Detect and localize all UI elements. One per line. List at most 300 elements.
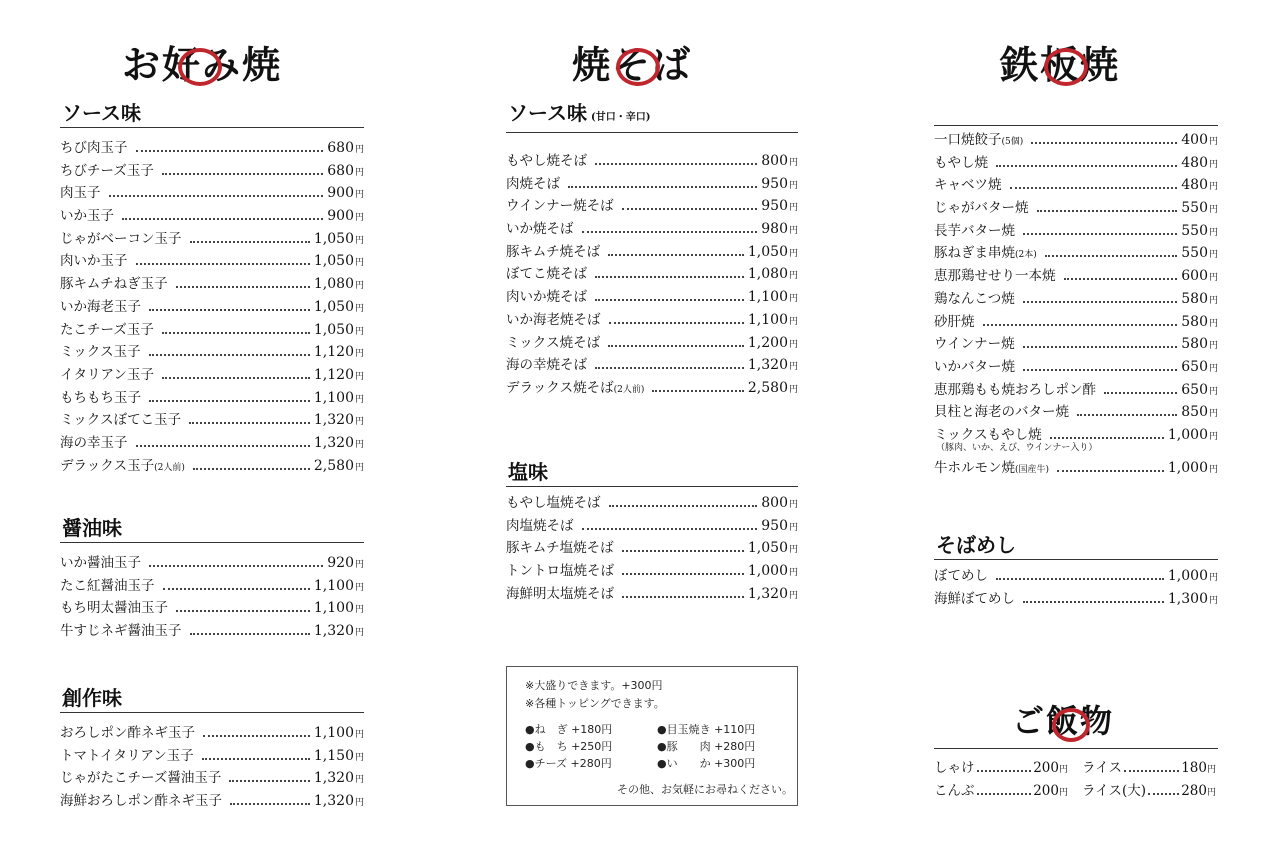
item-name [506,285,587,305]
item-name-text: 豚キムチ焼そば [506,243,601,260]
item-name-text: ウインナー焼そば [506,198,614,215]
yen-mark: 円 [354,439,364,450]
yen-mark: 円 [788,522,798,533]
menu-item [506,285,798,308]
yen-mark: 円 [354,167,364,178]
item-name-text: いか焼そば [506,221,574,238]
item-name-text: 肉玉子 [60,185,101,202]
item-name-text: もやし焼そば [506,153,587,169]
dot-leader [149,565,323,567]
item-name-text: ミックスぼてこ玉子 [60,412,182,429]
yen-mark: 円 [1208,386,1218,397]
dot-leader [203,735,310,737]
section-divider [934,125,1218,126]
item-name [60,204,114,224]
item-name-text: トマトイタリアン玉子 [60,747,194,764]
menu-item [60,363,364,386]
dot-leader [162,332,310,334]
price-value: 1,320 [313,434,354,451]
item-price [314,793,364,809]
topping-mochi: ●も ち +250円 [525,740,613,753]
okonomiyaki-creative-section [60,686,364,812]
menu-item [60,766,364,789]
menu-item [506,353,798,376]
item-name-text: ミックス玉子 [60,344,141,361]
yen-mark: 円 [1208,227,1218,238]
item-name-text: もち明太醤油玉子 [60,600,168,617]
yen-mark: 円 [1208,159,1218,170]
item-price [314,725,364,741]
yen-mark: 円 [788,271,798,282]
item-name-text: 牛すじネギ醤油玉子 [60,623,182,640]
dot-leader [977,770,1032,772]
item-price [327,163,364,179]
menu-item [60,386,364,409]
item-name-text: いか海老焼そば [506,311,601,328]
yen-mark: 円 [788,203,798,214]
price-value: 1,000 [1167,426,1208,443]
item-name [506,308,601,328]
section-title: ソース味 [62,101,141,125]
price-value: 950 [761,175,788,192]
item-name [506,240,600,260]
item-name-text: たこチーズ玉子 [60,321,154,338]
menu-item [60,204,364,227]
rice-konbu [934,779,1068,799]
price-value: 550 [1181,245,1208,262]
item-name [60,408,181,428]
item-name [60,136,128,156]
item-price [327,555,364,571]
yen-mark: 円 [354,349,364,360]
section-divider [60,542,364,543]
item-price [1181,336,1218,352]
item-price [761,176,798,192]
menu-list [506,491,798,604]
menu-item [506,240,798,263]
topping-info-box [506,666,798,806]
teppanyaki-logo [1000,34,1120,89]
price-value: 2,580 [313,457,354,474]
item-name [60,318,154,338]
item-price [1168,427,1218,443]
price-value: 900 [327,185,354,202]
menu-item [934,241,1218,264]
rice-large [1082,779,1216,799]
menu-item [934,219,1218,242]
dot-leader [1077,414,1177,416]
price-value: 980 [761,221,788,238]
price-value: 580 [1181,313,1208,330]
item-price [314,600,364,616]
price-value: 1,000 [1167,568,1208,584]
item-name-text: もやし塩焼そば [506,495,601,511]
menu-item [934,423,1218,446]
okonomiyaki-sauce-section [60,101,364,476]
yen-mark: 円 [354,371,364,382]
menu-item [60,551,364,574]
item-price [1168,591,1218,607]
dot-leader [1050,437,1164,439]
menu-item [506,217,798,240]
yen-mark: 円 [354,752,364,763]
dot-leader [609,505,758,507]
item-price [748,266,798,282]
item-price: 200 [1033,760,1059,776]
item-name [506,491,601,511]
item-name [506,149,587,169]
item-name-text: もやし焼 [934,154,988,171]
item-name-text: 砂肝焼 [934,313,975,330]
item-name [506,559,614,579]
menu-item [506,331,798,354]
menu-list [60,136,364,476]
price-value: 1,120 [313,344,354,361]
dot-leader [996,165,1177,167]
dot-leader [1057,470,1164,472]
price-value: 480 [1181,154,1208,171]
dot-leader [595,299,744,301]
item-price: 180 [1181,760,1207,776]
item-price [748,540,798,556]
item-price [748,380,798,396]
item-name [60,272,168,292]
yen-mark: 円 [1208,250,1218,261]
dot-leader [190,241,310,243]
item-name [506,582,614,602]
dot-leader [1124,770,1179,772]
menu-item [60,721,364,744]
item-price [761,198,798,214]
price-value: 580 [1181,290,1208,307]
menu-item [506,559,798,582]
item-price [761,495,798,511]
yen-mark: 円 [354,394,364,405]
item-name [60,551,141,571]
yen-mark: 円 [354,417,364,428]
item-note: (2人前) [154,462,185,473]
yen-mark: 円 [1058,788,1068,798]
item-name [934,173,1002,193]
yen-mark: 円 [788,362,798,373]
logo-red-ring-icon [1052,708,1090,742]
item-name [60,159,154,179]
price-value: 2,580 [747,379,788,396]
dot-leader [608,254,744,256]
dot-leader [608,345,744,347]
menu-list [934,564,1218,609]
teppanyaki-section [934,101,1218,478]
item-name [60,766,221,786]
yen-mark: 円 [354,605,364,616]
item-price [1168,460,1218,476]
price-value: 600 [1181,268,1208,285]
menu-item [506,149,798,172]
item-price [748,586,798,602]
item-name-text: ミックスもやし焼 [934,426,1042,443]
topping-medamayaki: ●目玉焼き +110円 [657,723,756,736]
yen-mark: 円 [1208,273,1218,284]
menu-item [60,619,364,642]
item-name [60,340,141,360]
item-name [934,196,1029,216]
menu-item [60,340,364,363]
item-price [314,367,364,383]
inquiry-note: その他、お気軽にお尋ねください。 [617,783,793,796]
section-divider [506,486,798,487]
price-value: 1,080 [313,276,354,293]
menu-item [60,596,364,619]
yen-mark: 円 [788,248,798,259]
item-price [1181,291,1218,307]
yen-mark: 円 [788,339,798,350]
dot-leader [595,163,757,165]
price-value: 1,320 [313,412,354,429]
rice-small [1082,756,1216,776]
yen-mark: 円 [788,294,798,305]
menu-item [60,454,364,477]
item-name-text: いか玉子 [60,208,114,225]
topping-pork: ●豚 肉 +280円 [657,740,756,753]
dot-leader [582,231,758,233]
yen-mark: 円 [354,798,364,809]
menu-item [60,159,364,182]
item-price [1181,359,1218,375]
item-price [327,208,364,224]
item-name [60,295,141,315]
dot-leader [162,377,310,379]
dot-leader [122,218,323,220]
okonomiyaki-logo [122,34,282,89]
yen-mark: 円 [1208,295,1218,306]
menu-item [506,262,798,285]
menu-item [60,181,364,204]
item-name [60,789,222,809]
dot-leader [595,367,744,369]
dot-leader [1023,233,1177,235]
item-name [60,721,195,741]
price-value: 1,320 [313,793,354,810]
item-name-text: 豚キムチねぎ玉子 [60,276,168,293]
item-name [60,744,194,764]
price-value: 1,000 [1167,459,1208,476]
menu-item [60,295,364,318]
yen-mark: 円 [788,545,798,556]
yen-mark: 円 [354,258,364,269]
item-price: 200 [1033,783,1059,799]
dot-leader [149,400,310,402]
item-name [934,264,1056,284]
item-name [934,310,975,330]
item-price [327,140,364,156]
price-value: 1,100 [313,577,354,594]
section-title: 醤油味 [62,516,122,540]
price-value: 1,050 [313,298,354,315]
dot-leader [136,150,324,152]
item-name [60,619,182,639]
item-price [761,518,798,534]
menu-item [506,582,798,605]
item-name [506,376,644,396]
item-price [1181,245,1218,261]
yen-mark: 円 [1208,182,1218,193]
dot-leader [163,588,310,590]
item-price [1181,268,1218,284]
item-price [314,231,364,247]
dot-leader [229,780,310,782]
menu-item [934,564,1218,587]
sobameshi-section [934,533,1218,609]
price-value: 1,150 [313,747,354,764]
item-name-text: 豚キムチ塩焼そば [506,540,614,557]
item-name-text: ミックス焼そば [506,334,601,351]
menu-item [934,587,1218,610]
menu-item [506,514,798,537]
price-value: 800 [761,495,788,511]
dot-leader [149,309,310,311]
yen-mark: 円 [788,316,798,327]
item-name-text: デラックス玉子 [60,457,155,474]
item-name [60,431,128,451]
item-price [314,299,364,315]
price-value: 1,320 [747,357,788,374]
section-divider [60,712,364,713]
logo-red-ring-icon [1044,48,1088,86]
menu-item [506,172,798,195]
dot-leader [609,322,744,324]
item-name [506,331,600,351]
menu-list [506,149,798,399]
item-name-text: 肉いか玉子 [60,253,128,270]
menu-item [506,194,798,217]
dot-leader [136,263,310,265]
item-name [934,219,1015,239]
price-value: 1,100 [313,725,354,741]
dot-leader [189,422,310,424]
item-name-text: ぼてめし [934,568,988,584]
yen-mark: 円 [1208,341,1218,352]
item-name [506,172,560,192]
yen-mark: 円 [354,303,364,314]
item-name: こんぶ [934,783,975,799]
dot-leader [162,173,323,175]
okonomiyaki-logo-text: お好み焼 [122,42,283,87]
price-value: 1,100 [747,289,788,306]
item-name [934,378,1096,398]
menu-item [60,408,364,431]
yen-mark: 円 [788,384,798,395]
item-name [60,181,101,201]
yen-mark: 円 [354,462,364,473]
item-name [934,355,1015,375]
yen-mark: 円 [1208,205,1218,216]
item-name [60,363,154,383]
item-price [1168,568,1218,584]
menu-item [934,400,1218,423]
item-name-text: おろしポン酢ネギ玉子 [60,725,195,741]
item-price [1181,314,1218,330]
yen-mark: 円 [354,235,364,246]
rice-logo-text: ご飯物 [1012,702,1115,740]
dot-leader [230,803,310,805]
item-name [60,596,168,616]
item-name-text: 牛ホルモン焼 [934,459,1015,476]
price-value: 950 [761,517,788,534]
item-name [506,262,587,282]
item-name [934,287,1015,307]
dot-leader [149,354,310,356]
dot-leader [996,578,1164,580]
item-name-text: 一口焼餃子 [934,132,1002,148]
item-name [934,241,1037,261]
menu-item [506,536,798,559]
item-price [748,335,798,351]
topping-cheese: ●チーズ +280円 [525,757,612,770]
item-price [748,563,798,579]
dot-leader [595,276,744,278]
item-price: 280 [1181,783,1207,799]
price-value: 400 [1181,132,1208,148]
item-name-text: トントロ塩焼そば [506,563,614,580]
menu-item [934,196,1218,219]
item-name [934,564,988,584]
dot-leader [622,573,744,575]
item-name [60,574,155,594]
item-note: (2人前) [613,384,645,395]
section-title: 塩味 [508,460,548,484]
price-value: 1,000 [747,563,788,580]
menu-item [506,376,798,399]
item-name-text: 海の幸焼そば [506,357,587,374]
item-name-text: ちび肉玉子 [60,140,128,156]
dot-leader [983,324,1178,326]
item-name: ライス(大) [1082,783,1146,799]
price-value: 1,050 [313,321,354,338]
section-divider [934,559,1218,560]
item-name-text: 海の幸玉子 [60,434,128,451]
price-value: 1,300 [1167,590,1208,607]
dot-leader [1023,301,1178,303]
yen-mark: 円 [1208,464,1218,475]
menu-item [934,128,1218,151]
yakisoba-sauce-section [506,101,798,399]
item-price [327,185,364,201]
item-price [1181,200,1218,216]
menu-item [60,574,364,597]
price-value: 800 [761,153,788,169]
item-name-text: デラックス焼そば [506,379,614,396]
yakisoba-salt-section [506,460,798,604]
menu-item [934,287,1218,310]
yen-mark: 円 [1206,765,1216,775]
item-name-text: 肉焼そば [506,175,560,192]
item-name [934,332,1015,352]
yen-mark: 円 [788,158,798,168]
price-value: 900 [327,208,354,225]
item-price [314,253,364,269]
topping-ika: ●い か +300円 [657,757,756,770]
price-value: 1,050 [313,230,354,247]
item-price [314,390,364,406]
dot-leader [193,468,310,470]
yakisoba-logo-text: 焼そば [572,42,693,87]
menu-list [934,128,1218,446]
item-price [748,312,798,328]
menu-item [60,136,364,159]
dot-leader [652,390,744,392]
yen-mark: 円 [1208,431,1218,442]
price-value: 1,050 [747,540,788,557]
